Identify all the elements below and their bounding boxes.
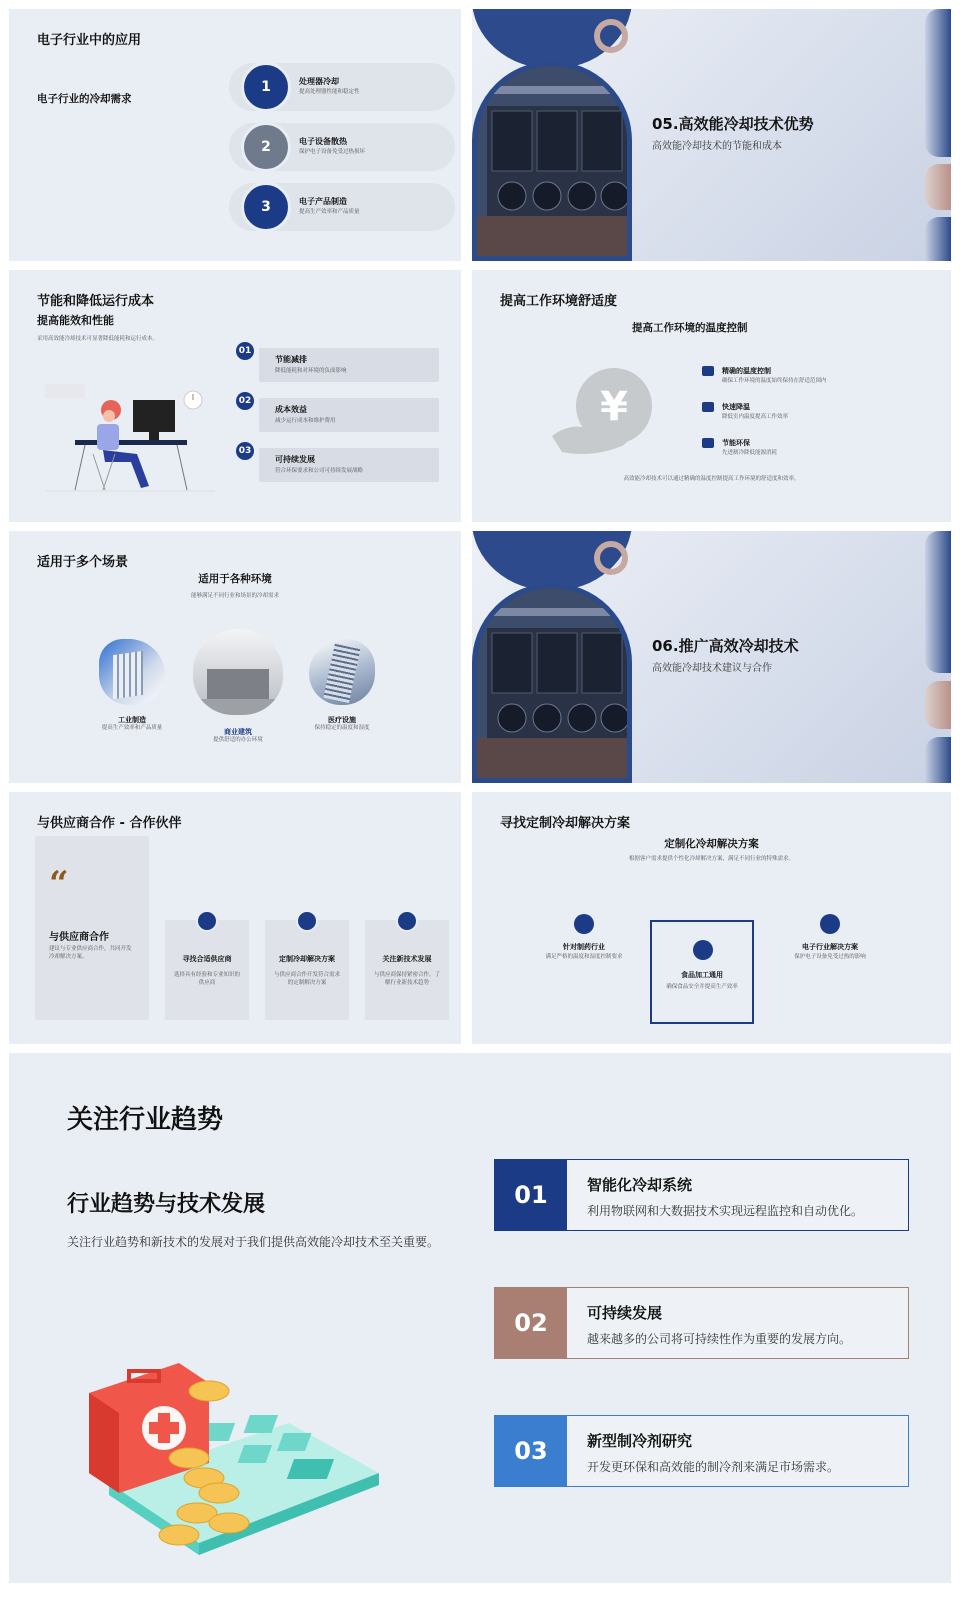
list-item bbox=[229, 183, 455, 231]
section-subtitle: 高效能冷却技术建议与合作 bbox=[652, 663, 772, 674]
slide-section-06 bbox=[472, 531, 951, 783]
list-item bbox=[259, 448, 439, 482]
slide-title: 提高工作环境舒适度 bbox=[500, 294, 618, 309]
decor-bar-right-bot bbox=[925, 737, 951, 783]
item-desc: 先进制冷降低能源消耗 bbox=[722, 450, 778, 456]
item-desc: 符合环保要求和公司可持续发展战略 bbox=[275, 468, 364, 474]
slide-title: 寻找定制冷却解决方案 bbox=[500, 816, 631, 831]
solution-head: 针对制药行业 bbox=[563, 943, 605, 951]
item-number-badge: 01 bbox=[236, 342, 254, 360]
slide-title: 与供应商合作 - 合作伙伴 bbox=[37, 816, 182, 831]
slide-title: 节能和降低运行成本 bbox=[37, 294, 155, 309]
cooling-equipment-photo bbox=[472, 583, 632, 783]
slide-energy-saving bbox=[9, 270, 461, 522]
industrial-building-image bbox=[99, 639, 165, 705]
item-desc: 减少运行成本和维护费用 bbox=[275, 418, 336, 424]
slide-footer: 高效能冷却技术可以通过精确的温度控制提高工作环境的舒适度和效率。 bbox=[623, 476, 800, 482]
slide-subtitle: 定制化冷却解决方案 bbox=[664, 838, 759, 850]
trend-desc: 开发更环保和高效能的制冷剂来满足市场需求。 bbox=[587, 1460, 840, 1474]
card-desc: 建议与专业供应商合作，共同开发冷却解决方案。 bbox=[49, 946, 132, 960]
item-head: 处理器冷却 bbox=[299, 77, 339, 86]
trend-head: 可持续发展 bbox=[587, 1304, 663, 1322]
flask-icon bbox=[820, 914, 840, 934]
calendar-icon bbox=[296, 910, 318, 932]
section-subtitle: 高效能冷却技术的节能和成本 bbox=[652, 141, 782, 152]
image-icon bbox=[574, 914, 594, 934]
card-desc: 与供应商保持紧密合作，了解行业新技术趋势 bbox=[373, 972, 440, 986]
slide-title: 电子行业中的应用 bbox=[37, 33, 142, 48]
slide-industry-trends bbox=[9, 1053, 951, 1583]
solution-desc: 满足严格的温度和湿度控制要求 bbox=[545, 954, 623, 960]
scenario-desc: 提高生产效率和产品质量 bbox=[101, 725, 163, 731]
scenario-desc: 保持稳定的温度和湿度 bbox=[314, 725, 370, 731]
trend-head: 智能化冷却系统 bbox=[587, 1176, 693, 1194]
item-desc: 降低室内温度提高工作效率 bbox=[722, 414, 789, 420]
card-desc: 选择具有经验和专业知识的供应商 bbox=[173, 972, 240, 986]
slide-electronics-applications bbox=[9, 9, 461, 261]
item-number-badge: 02 bbox=[236, 392, 254, 410]
slide-title: 适用于多个场景 bbox=[37, 555, 129, 570]
slide-custom-solutions bbox=[472, 792, 951, 1044]
item-desc: 提高生产效率和产品质量 bbox=[299, 209, 360, 215]
trend-number: 02 bbox=[495, 1288, 567, 1358]
slide-intro: 能够满足不同行业和场景的冷却需求 bbox=[190, 593, 279, 599]
slide-scenarios bbox=[9, 531, 461, 783]
item-head: 节能环保 bbox=[722, 439, 750, 447]
list-item bbox=[229, 63, 455, 111]
scenario-head: 商业建筑 bbox=[224, 728, 252, 736]
card-head: 定制冷却解决方案 bbox=[279, 955, 335, 963]
card-head: 关注新技术发展 bbox=[382, 955, 432, 963]
trend-number: 03 bbox=[495, 1416, 567, 1486]
item-desc: 提高处理器性能和稳定性 bbox=[299, 89, 360, 95]
slide-work-comfort bbox=[472, 270, 951, 522]
item-head: 电子产品制造 bbox=[299, 197, 347, 206]
list-item bbox=[229, 123, 455, 171]
decor-ring bbox=[594, 541, 628, 575]
slide-intro: 采用高效能冷却技术可显著降低能耗和运行成本。 bbox=[37, 336, 159, 342]
slide-subtitle: 提高工作环境的温度控制 bbox=[632, 322, 748, 334]
slide-supplier-partnership bbox=[9, 792, 461, 1044]
item-head: 节能减排 bbox=[275, 355, 307, 364]
item-head: 快速降温 bbox=[722, 403, 750, 411]
slide-subtitle: 电子行业的冷却需求 bbox=[37, 93, 132, 105]
item-number: 1 bbox=[241, 62, 291, 112]
decor-bar-right-top bbox=[925, 9, 951, 157]
card-desc: 与供应商合作开发符合需求的定制解决方案 bbox=[273, 972, 340, 986]
trend-item bbox=[494, 1287, 909, 1359]
document-icon bbox=[196, 910, 218, 932]
item-desc: 保护电子设备免受过热损坏 bbox=[299, 149, 366, 155]
photo-illustration bbox=[477, 66, 632, 261]
scenario-head: 工业制造 bbox=[118, 716, 146, 724]
item-desc: 降低能耗和对环境的负面影响 bbox=[275, 368, 347, 374]
trend-item bbox=[494, 1159, 909, 1231]
decor-bar-right-mid bbox=[925, 164, 951, 210]
decor-bar-right-mid bbox=[925, 681, 951, 729]
quote-mark-icon: “ bbox=[49, 864, 69, 904]
slide-intro: 根据客户需求提供个性化冷却解决方案，满足不同行业的特殊需求。 bbox=[628, 856, 794, 862]
feature-card bbox=[365, 920, 449, 1020]
item-number-badge: 03 bbox=[236, 442, 254, 460]
quote-card bbox=[35, 836, 149, 1020]
scenario-head: 医疗设施 bbox=[328, 716, 356, 724]
leaf-icon bbox=[702, 438, 714, 448]
section-title: 06.推广高效冷却技术 bbox=[652, 637, 799, 655]
card-head: 与供应商合作 bbox=[49, 932, 109, 943]
feature-card bbox=[265, 920, 349, 1020]
money-hand-icon bbox=[552, 366, 662, 456]
image-icon bbox=[396, 910, 418, 932]
snowflake-icon bbox=[702, 402, 714, 412]
person-at-desk-illustration bbox=[45, 374, 215, 494]
section-title: 05.高效能冷却技术优势 bbox=[652, 115, 814, 133]
slide-subtitle: 行业趋势与技术发展 bbox=[67, 1192, 266, 1217]
item-head: 可持续发展 bbox=[275, 455, 315, 464]
trend-number: 01 bbox=[495, 1160, 567, 1230]
solution-head: 电子行业解决方案 bbox=[802, 943, 858, 951]
decor-bar-right-top bbox=[925, 531, 951, 673]
yen-symbol: ¥ bbox=[600, 384, 628, 430]
slide-section-05 bbox=[472, 9, 951, 261]
trend-desc: 利用物联网和大数据技术实现远程监控和自动优化。 bbox=[587, 1204, 864, 1218]
slide-intro: 关注行业趋势和新技术的发展对于我们提供高效能冷却技术至关重要。 bbox=[67, 1235, 440, 1249]
slide-subtitle: 适用于各种环境 bbox=[198, 573, 272, 585]
trend-head: 新型制冷剂研究 bbox=[587, 1432, 693, 1450]
solution-desc: 保护电子设备免受过热的影响 bbox=[794, 954, 866, 960]
decor-ring bbox=[594, 19, 628, 53]
item-number: 2 bbox=[241, 122, 291, 172]
item-head: 成本效益 bbox=[275, 405, 307, 414]
solution-card-highlight bbox=[650, 920, 754, 1024]
medical-kit-calculator-illustration bbox=[79, 1363, 399, 1563]
list-item bbox=[259, 348, 439, 382]
slide-title: 关注行业趋势 bbox=[67, 1105, 224, 1135]
decor-bar-right-bot bbox=[925, 217, 951, 261]
scenario-desc: 提供舒适的办公环境 bbox=[213, 737, 263, 743]
item-desc: 确保工作环境的温度始终保持在舒适范围内 bbox=[722, 378, 827, 384]
solution-desc: 确保食品安全并提高生产效率 bbox=[666, 984, 738, 990]
medical-building-image bbox=[309, 639, 375, 705]
slide-subtitle: 提高能效和性能 bbox=[37, 314, 114, 327]
item-head: 精确的温度控制 bbox=[722, 367, 771, 375]
item-number: 3 bbox=[241, 182, 291, 232]
trend-item bbox=[494, 1415, 909, 1487]
item-head: 电子设备散热 bbox=[299, 137, 347, 146]
list-item bbox=[259, 398, 439, 432]
trend-desc: 越来越多的公司将可持续性作为重要的发展方向。 bbox=[587, 1332, 852, 1346]
cooling-equipment-photo bbox=[472, 61, 632, 261]
solution-head: 食品加工通用 bbox=[681, 971, 723, 979]
card-head: 寻找合适供应商 bbox=[182, 955, 232, 963]
commercial-building-image bbox=[193, 629, 283, 715]
document-icon bbox=[693, 940, 713, 960]
thermometer-icon bbox=[702, 366, 714, 376]
feature-card bbox=[165, 920, 249, 1020]
photo-illustration bbox=[477, 588, 632, 783]
